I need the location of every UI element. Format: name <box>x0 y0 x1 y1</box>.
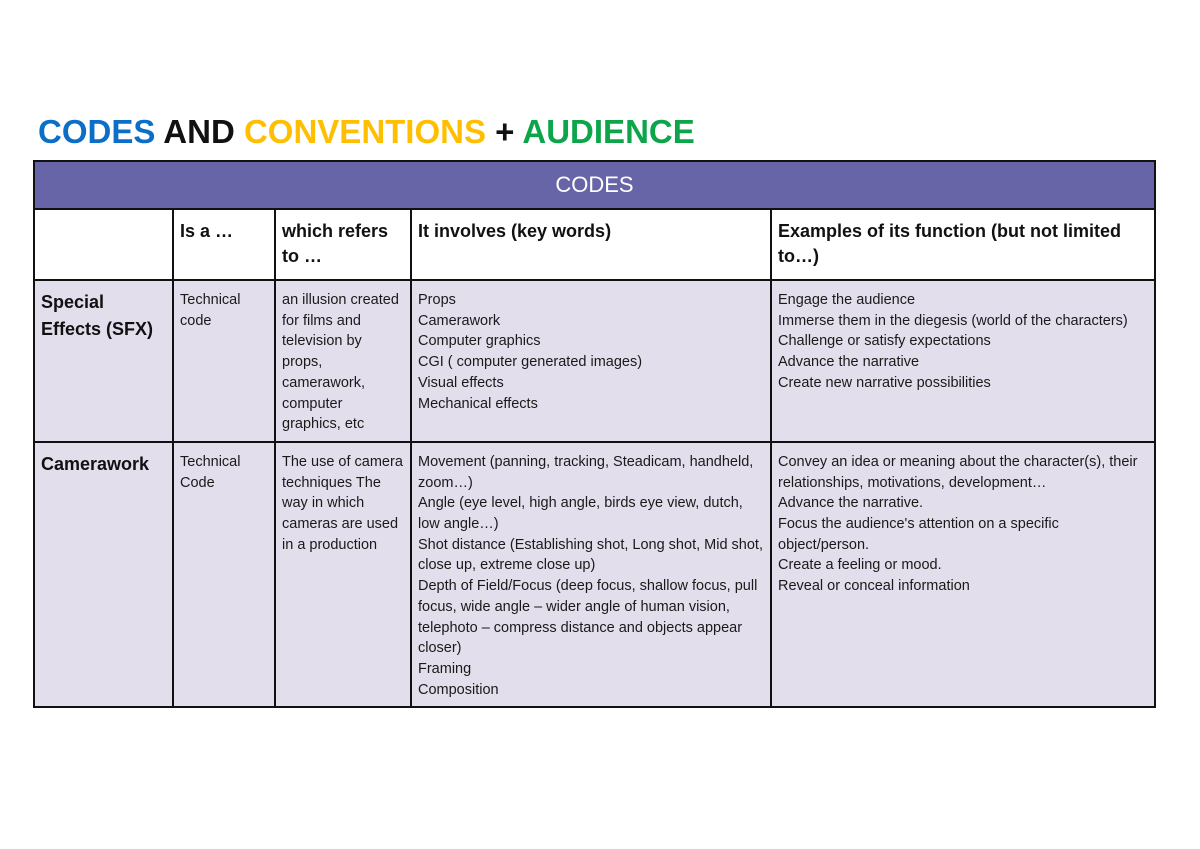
list-item: Camerawork <box>418 312 501 329</box>
codes-banner: CODES <box>34 161 1155 209</box>
list-item: Movement (panning, tracking, Steadicam, handheld, zoom…) <box>418 453 754 491</box>
title-and: AND <box>155 113 244 150</box>
cell-examples <box>771 280 1155 442</box>
cell-examples <box>771 442 1155 707</box>
list-item: Create new narrative possibilities <box>778 374 991 391</box>
page-title <box>38 113 695 151</box>
header-empty <box>34 209 173 280</box>
cell-involves <box>411 280 771 442</box>
list-item: Create a feeling or mood. <box>778 557 942 574</box>
list-item: Advance the narrative. <box>778 495 924 512</box>
list-item: Framing <box>418 660 472 677</box>
list-item: Shot distance (Establishing shot, Long shot, Mid shot, close up, extreme close up) <box>418 536 763 574</box>
codes-table <box>33 160 1156 708</box>
table-row <box>34 280 1155 442</box>
list-item: Visual effects <box>418 374 504 391</box>
list-item: CGI ( computer generated images) <box>418 354 643 371</box>
list-item: Advance the narrative <box>778 354 920 371</box>
list-item: Props <box>418 292 456 308</box>
list-item: Convey an idea or meaning about the character(s), their relationships, motivations, development… <box>778 453 1138 491</box>
row-heading-camerawork: Camerawork <box>34 442 173 707</box>
list-item: Focus the audience's attention on a specific object/person. <box>778 516 1059 553</box>
header-involves: It involves (key words) <box>411 209 771 280</box>
header-examples: Examples of its function (but not limited to…) <box>771 209 1155 280</box>
cell-refers-to: an illusion created for films and television by props, camerawork, computer graphics, etc <box>275 280 411 442</box>
cell-refers-to: The use of camera techniques The way in which cameras are used in a production <box>275 442 411 707</box>
list-item: Composition <box>418 681 499 698</box>
title-audience: AUDIENCE <box>522 113 695 150</box>
list-item: Challenge or satisfy expectations <box>778 333 991 350</box>
list-item: Mechanical effects <box>418 395 538 412</box>
title-conventions: CONVENTIONS <box>243 113 486 150</box>
table-row <box>34 442 1155 707</box>
row-heading-sfx: Special Effects (SFX) <box>34 280 173 442</box>
header-refers-to: which refers to … <box>275 209 411 280</box>
list-item: Engage the audience <box>778 292 916 308</box>
list-item: Depth of Field/Focus (deep focus, shallow focus, pull focus, wide angle – wider angle of human vision, telephoto – compress distance and objects appear closer) <box>418 578 758 657</box>
list-item: Reveal or conceal information <box>778 578 970 595</box>
list-item: Angle (eye level, high angle, birds eye view, dutch, low angle…) <box>418 495 743 533</box>
list-item: Immerse them in the diegesis (world of the characters) <box>778 312 1128 329</box>
header-is-a: Is a … <box>173 209 275 280</box>
cell-is-a: Technical Code <box>173 442 275 707</box>
header-row <box>34 209 1155 280</box>
cell-involves <box>411 442 771 707</box>
title-codes: CODES <box>38 113 156 150</box>
list-item: Computer graphics <box>418 333 541 350</box>
cell-is-a: Technical code <box>173 280 275 442</box>
title-plus: + <box>486 113 523 150</box>
